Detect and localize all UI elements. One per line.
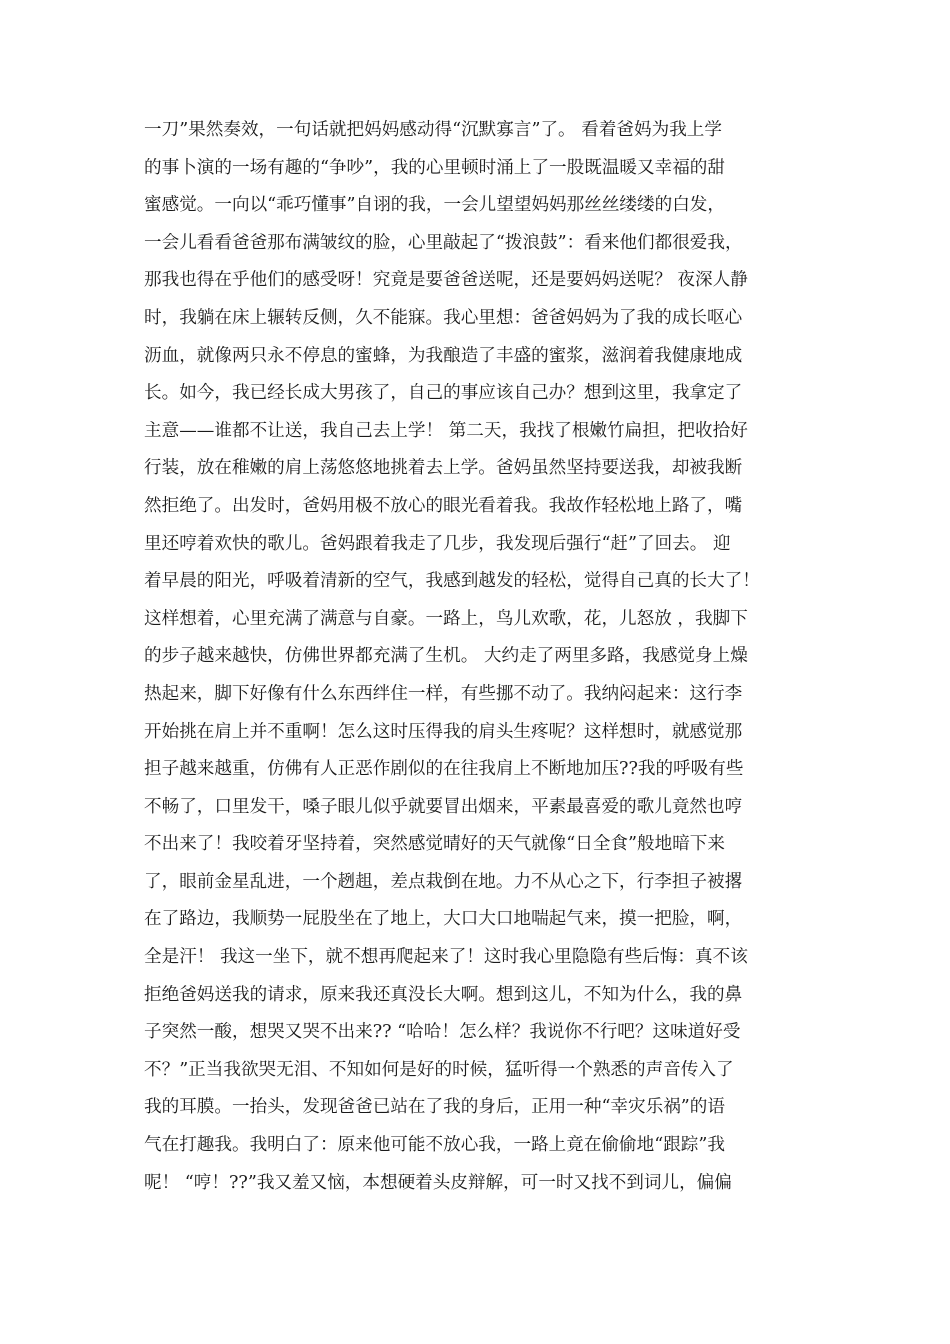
- text-line: 不？”正当我欲哭无泪、不知如何是好的时候，猛听得一个熟悉的声音传入了: [144, 1059, 734, 1080]
- text-line: 的事卜演的一场有趣的“争吵”，我的心里顿时涌上了一股既温暖又幸福的甜: [144, 157, 725, 178]
- text-line: 行装，放在稚嫩的肩上荡悠悠地挑着去上学。爸妈虽然坚持要送我，却被我断: [144, 458, 743, 479]
- text-line: 蜜感觉。一向以“乖巧懂事”自诩的我，一会儿望望妈妈那丝丝缕缕的白发，: [144, 195, 725, 216]
- text-line: 不畅了，口里发干，嗓子眼儿似乎就要冒出烟来，平素最喜爱的歌儿竟然也哼: [144, 796, 743, 817]
- text-line: 开始挑在肩上并不重啊！怎么这时压得我的肩头生疼呢？这样想时，就感觉那: [144, 721, 743, 742]
- text-line: 担子越来越重，仿佛有人正恶作剧似的在往我肩上不断地加压??我的呼吸有些: [144, 759, 744, 780]
- text-line: 拒绝爸妈送我的请求，原来我还真没长大啊。想到这儿，不知为什么，我的鼻: [144, 984, 743, 1005]
- text-line: 呢！ “哼！??”我又羞又恼，本想硬着头皮辩解，可一时又找不到词儿，偏偏: [144, 1172, 732, 1193]
- text-line: 长。如今，我已经长成大男孩了，自己的事应该自己办？想到这里，我拿定了: [144, 383, 743, 404]
- text-line: 那我也得在乎他们的感受呀！究竟是要爸爸送呢，还是要妈妈送呢？ 夜深人静: [144, 270, 748, 291]
- text-line: 着早晨的阳光，呼吸着清新的空气，我感到越发的轻松，觉得自己真的长大了！: [144, 571, 760, 592]
- text-line: 全是汗！ 我这一坐下，就不想再爬起来了！这时我心里隐隐有些后悔：真不该: [144, 947, 748, 968]
- text-line: 然拒绝了。出发时，爸妈用极不放心的眼光看着我。我故作轻松地上路了，嘴: [144, 495, 743, 516]
- essay-body: [144, 112, 814, 1202]
- text-line: 的步子越来越快，仿佛世界都充满了生机。 大约走了两里多路，我感觉身上燥: [144, 646, 748, 667]
- text-line: 一刀”果然奏效，一句话就把妈妈感动得“沉默寡言”了。 看着爸妈为我上学: [144, 120, 722, 140]
- text-line: 子突然一酸，想哭又哭不出来?? “哈哈！怎么样？我说你不行吧？这味道好受: [144, 1022, 741, 1043]
- text-line: 了，眼前金星乱进，一个趔趄，差点栽倒在地。力不从心之下，行李担子被撂: [144, 871, 743, 892]
- text-line: 主意——谁都不让送，我自己去上学！ 第二天，我找了根嫩竹扁担，把收拾好: [144, 420, 748, 441]
- text-line: 里还哼着欢快的歌儿。爸妈跟着我走了几步，我发现后强行“赶”了回去。 迎: [144, 533, 731, 554]
- text-line: 不出来了！我咬着牙坚持着，突然感觉晴好的天气就像“日全食”般地暗下来: [144, 834, 725, 855]
- text-line: 沥血，就像两只永不停息的蜜蜂，为我酿造了丰盛的蜜浆，滋润着我健康地成: [144, 345, 743, 366]
- text-line: 这样想着，心里充满了满意与自豪。一路上，鸟儿欢歌，花，儿怒放 ，我脚下: [144, 608, 748, 629]
- text-line: 在了路边，我顺势一屁股坐在了地上，大口大口地喘起气来，摸一把脸，啊，: [144, 909, 743, 930]
- text-line: 我的耳膜。一抬头，发现爸爸已站在了我的身后，正用一种“幸灾乐祸”的语: [144, 1097, 725, 1118]
- text-line: 一会儿看看爸爸那布满皱纹的脸，心里敲起了“拨浪鼓”：看来他们都很爱我，: [144, 232, 743, 253]
- text-line: 热起来，脚下好像有什么东西绊住一样，有些挪不动了。我纳闷起来：这行李: [144, 683, 743, 704]
- text-line: 时，我躺在床上辗转反侧，久不能寐。我心里想：爸爸妈妈为了我的成长呕心: [144, 307, 743, 328]
- text-line: 气在打趣我。我明白了：原来他可能不放心我，一路上竟在偷偷地“跟踪”我: [144, 1135, 725, 1156]
